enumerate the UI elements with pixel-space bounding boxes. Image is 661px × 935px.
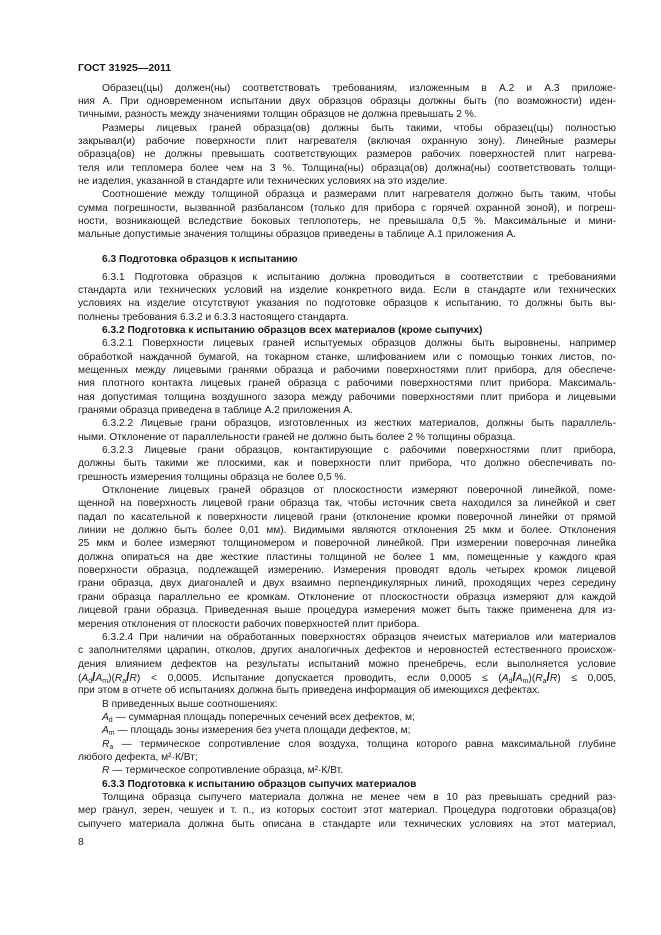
formula-line — [78, 671, 616, 684]
document-body — [78, 82, 616, 832]
paragraph-line: 6.3.2.4 При наличии на обработанных поверхностях образцов ячеистых материалов или материалов — [102, 631, 616, 643]
paragraph-line: ными. Отклонение от параллельности граней не должно быть более 2 % толщины образца. — [78, 431, 516, 443]
symbol: A — [102, 711, 109, 723]
paragraph-line: Толщина образца сыпучего материала должна не менее чем в 10 раз превышать средний раз- — [102, 791, 616, 803]
paragraph-line: обработкой наждачной бумагой, на токарном станке, шлифованием или с помощью тонких листов, по- — [78, 351, 616, 363]
definition-line — [78, 724, 616, 737]
formula-upper: ≤ 0,005, — [571, 672, 616, 684]
paragraph-line: ная допустимая толщина воздушного зазора между рабочими поверхностями плит прибора и лицевыми — [78, 391, 616, 403]
section-heading: 6.3.2 Подготовка к испытанию образцов всех материалов (кроме сыпучих) — [102, 324, 483, 336]
paragraph-line: сумма погрешности, вызванной разбалансом (только для прибора с горячей охранной зоной), и погреш- — [78, 202, 616, 214]
symbol-subscript: m — [108, 730, 115, 738]
formula-ratio: $(A_d/A_m)(R_a/R)$ — [498, 669, 561, 685]
paragraph-line: лицевой грани образца. Приведенная выше процедура измерения может быть также применена для из- — [78, 605, 616, 617]
paragraph-line: падал по касательной к поверхности лицевой грани (отклонение кромки поверочной линейки от прямой — [78, 511, 616, 523]
paragraph-line: с заполнителями царапин, отколов, других аналогичных дефектов и неровностей естественного происхож- — [78, 645, 616, 657]
paragraph-line: мер гранул, зерен, чешуек и т. п., из которых состоит этот материал. Процедура подготовки образца(ов) — [78, 805, 616, 817]
paragraph-line: условиях на изделие отсутствуют указания по подготовке образцов к испытанию, то должны быть вы- — [78, 298, 616, 310]
paragraph-line: 25 мкм и более измеряют толщиномером и поверочной линейкой. При измерении поверочная линейка — [78, 538, 616, 550]
definition-line — [78, 764, 616, 777]
paragraph-line: грани образца параллельно ее кромкам. Отклонение от плоскостности образца измеряют для каждой — [78, 591, 616, 603]
section-heading: 6.3.3 Подготовка к испытанию образцов сыпучих материалов — [102, 778, 417, 790]
symbol: R — [102, 738, 110, 750]
paragraph-line: должна опираться на две жесткие пластины толщиной не более 1 мм, помещенные у каждого края — [78, 551, 616, 563]
paragraph-line: сыпучего материала должна быть описана в стандарте или технических условиях на этот материал, — [78, 818, 616, 830]
paragraph-line: тичными, разность между значениями толщин образцов не должна превышать 2 %. — [78, 109, 477, 121]
definition-line: любого дефекта, м²·К/Вт; — [78, 751, 198, 763]
paragraph-line: 6.3.2.1 Поверхности лицевых граней испытуемых образцов должны быть выровнены, например — [102, 338, 616, 350]
definition-text: — площадь зоны измерения без учета площади дефектов, м; — [117, 725, 411, 737]
formula-ratio: $(A_d/A_m)(R_a/R)$ — [78, 669, 141, 685]
paragraph-line: не изделия, указанной в стандарте или технических условиях на это изделие. — [78, 175, 448, 187]
paragraph-line: 6.3.1 Подготовка образцов к испытанию должна проводиться в соответствии с требованиями — [102, 271, 616, 283]
formula-lower: 0,0005 ≤ — [440, 672, 488, 684]
symbol: A — [102, 725, 109, 737]
paragraph-line: Образец(цы) должен(ны) соответствовать требованиям, изложенным в А.2 и А.3 приложе- — [102, 82, 616, 94]
paragraph-line: должны быть такими же плоскими, как и поверхности плит прибора, что должно обеспечивать по- — [78, 458, 616, 470]
paragraph-line: щенной на поверхность лицевой грани образца так, чтобы источник света находился за линейкой и свет — [78, 498, 616, 510]
paragraph-line: ния А. При одновременном испытании двух образцов образцы должны быть (по возможности) иден- — [78, 95, 616, 107]
paragraph-line: Отклонение лицевых граней образцов от плоскостности измеряют поверочной линейкой, поме- — [102, 485, 616, 497]
formula-condition: < 0,0005. — [150, 672, 202, 684]
paragraph-line: ности, возникающей вследствие боковых теплопотерь, не превышала 0,5 %. Максимальные и мини- — [78, 215, 616, 227]
paragraph-line: образца(ов) не должны превышать соответствующих размеров рабочих поверхностей плит нагрева- — [78, 149, 616, 161]
paragraph-line: 6.3.2.3 Лицевые грани образцов, контактирующие с рабочими поверхностями плит прибора, — [102, 445, 616, 457]
paragraph-line: Размеры лицевых граней образца(ов) должны быть такими, чтобы образец(цы) полностью — [102, 122, 616, 134]
paragraph-line: поверхности образца, подлежащей измерению. Измерения проводят вдоль четырех кромок лицевой — [78, 565, 616, 577]
symbol-subscript: a — [109, 743, 114, 751]
paragraph-line: закрывал(и) рабочие поверхности плит нагревателя (включая охранную зону). Линейные размеры — [78, 135, 616, 147]
section-heading: 6.3 Подготовка образцов к испытанию — [102, 253, 298, 265]
page-number: 8 — [78, 836, 84, 848]
paragraph-line: стандарта или технических условий на изделие конкретного вида. Если в стандарте или технических — [78, 284, 616, 296]
paragraph-line: мерения отклонения от плоскости рабочих поверхностей плит прибора. — [78, 618, 420, 630]
symbol: R — [102, 765, 110, 777]
document-header: ГОСТ 31925—2011 — [78, 62, 172, 74]
definition-text: — термическое сопротивление образца, м²·К/Вт. — [112, 765, 343, 777]
paragraph-line: мещенных между лицевыми гранями образца и рабочими поверхностями плит прибора, для обеспече- — [78, 364, 616, 376]
paragraph-line: полнены требования 6.3.2 и 6.3.3 настоящего стандарта. — [78, 311, 349, 323]
paragraph-line: при этом в отчете об испытаниях должна быть приведена информация об имеющихся дефектах. — [78, 685, 541, 697]
paragraph-line: Соотношение между толщиной образца и размерами плит нагревателя должно быть таким, чтобы — [102, 189, 616, 201]
paragraph-line: линии не должно быть более 0,01 мм). Видимыми являются отклонения 25 мкм и более. Отклонения — [78, 525, 616, 537]
paragraph-line: мальные допустимые значения толщины образцов приведены в таблице А.1 приложения А. — [78, 229, 516, 241]
definition-text: — термическое сопротивление слоя воздуха, толщина которого равна максимальной глубине — [121, 738, 616, 750]
paragraph-line: гранями образца приведена в таблице А.2 приложения А. — [78, 405, 353, 416]
formula-text: Испытание допускается проводить, если — [212, 672, 430, 684]
definition-text: — суммарная площадь поперечных сечений всех дефектов, м; — [115, 711, 415, 723]
paragraph-line: 6.3.2.2 Лицевые грани образцов, изготовленных из жестких материалов, должны быть параллель- — [102, 418, 616, 430]
definition-line — [78, 738, 616, 751]
paragraph-line: В приведенных выше соотношениях: — [102, 698, 278, 710]
definition-line — [78, 711, 616, 724]
paragraph-line: дения влиянием дефектов на результаты испытаний можно пренебречь, если выполняется условие — [78, 658, 616, 670]
paragraph-line: грешность измерения толщины образца не более 0,5 %. — [78, 471, 347, 483]
paragraph-line: ния плотного контакта лицевых граней образца с рабочими поверхностями плит прибора. Максималь- — [78, 378, 616, 390]
paragraph-line: теля или тепломера более чем на 3 %. Толщина(ны) образца(ов) должна(ны) соответствовать толщи- — [78, 162, 616, 174]
symbol-subscript: d — [108, 716, 113, 724]
paragraph-line: грани образца, двух диагоналей и двух взаимно перпендикулярных линий, проходящих через середину — [78, 578, 616, 590]
